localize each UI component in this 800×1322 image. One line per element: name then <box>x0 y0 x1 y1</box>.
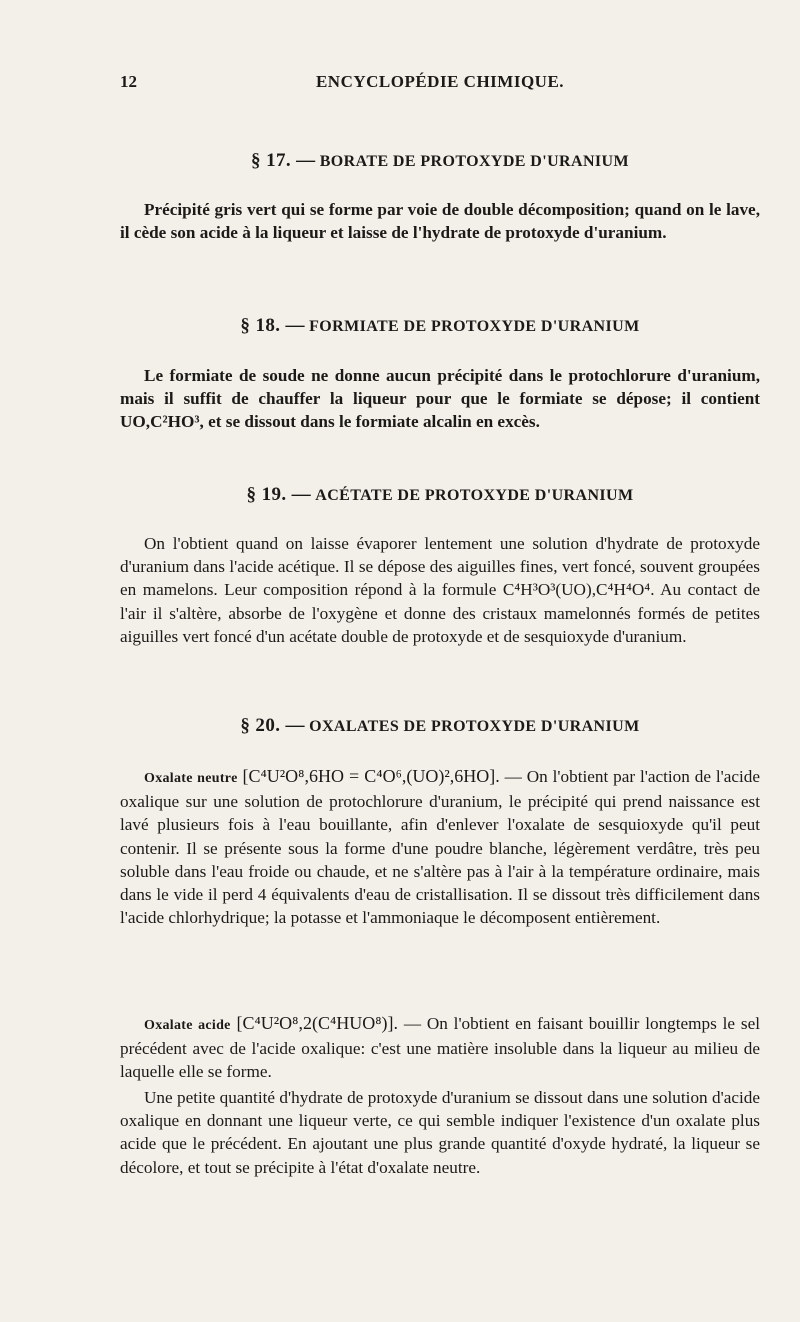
section-18-title: FORMIATE DE PROTOXYDE D'URANIUM <box>309 318 640 335</box>
section-18-heading <box>120 315 760 337</box>
oxalate-acid-paragraph <box>120 1012 760 1084</box>
final-paragraph: Une petite quantité d'hydrate de protoxyde d'uranium se dissout dans une solution d'acide oxalique en donnant une liqueur verte, ce qui semble indiquer l'existence d'un oxalate plus acide que le précédent. En ajoutant une plus grande quantité d'oxyde hydraté, la liqueur se décolore, et tout se précipite à l'état d'oxalate neutre. <box>120 1088 760 1177</box>
oxalate-neutral-paragraph <box>120 765 760 929</box>
section-17-title: BORATE DE PROTOXYDE D'URANIUM <box>319 153 629 170</box>
section-20-number: § 20. — <box>240 715 305 736</box>
oxalate-neutral-text: — On l'obtient par l'action de l'acide oxalique sur une solution de protochlorure d'uranium, le précipité qui prend naissance est lavé plusieurs fois à l'eau bouillante, afin d'enlever l'oxalate de sesquioxyde qu'il peut contenir. Il se présente sous la forme d'une poudre blanche, légèrement verdâtre, très peu soluble dans l'eau froide ou chaude, et ne s'altère pas à l'air à la température ordinaire, mais dans le vide il perd 4 équivalents d'eau de cristallisation. Il se dissout très difficilement dans l'acide chlorhydrique; la potasse et l'ammoniaque le décomposent entièrement. <box>120 767 761 928</box>
section-17-number: § 17. — <box>251 150 316 171</box>
section-18-paragraph: Le formiate de soude ne donne aucun précipité dans le protochlorure d'uranium, mais il suffit de chauffer la liqueur pour que le formiate se dépose; il contient UO,C²HO³, et se dissout dans le formiate alcalin en excès. <box>120 366 760 432</box>
oxalate-acid-formula: [C⁴U²O⁸,2(C⁴HUO⁸)]. <box>236 1013 398 1033</box>
page-number: 12 <box>120 72 137 91</box>
oxalate-neutral-label: Oxalate neutre <box>144 771 238 786</box>
oxalate-acid-text: — On l'obtient en faisant bouillir longtemps le sel précédent avec de l'acide oxalique: c'est une matière insoluble dans la liqueur au milieu de laquelle elle se forme. <box>120 1014 760 1082</box>
oxalate-neutral-formula: [C⁴U²O⁸,6HO = C⁴O⁶,(UO)²,6HO]. <box>242 766 500 786</box>
section-20-heading <box>120 715 760 737</box>
running-title: ENCYCLOPÉDIE CHIMIQUE. <box>315 72 565 91</box>
section-19-title: ACÉTATE DE PROTOXYDE D'URANIUM <box>315 487 634 504</box>
section-20-title: OXALATES DE PROTOXYDE D'URANIUM <box>309 718 640 735</box>
section-19-number: § 19. — <box>246 484 312 505</box>
section-19-heading <box>120 484 760 506</box>
page-header <box>120 72 760 96</box>
section-19-paragraph: On l'obtient quand on laisse évaporer lentement une solution d'hydrate de protoxyde d'uranium dans l'acide acétique. Il se dépose des aiguilles fines, vert foncé, souvent groupées en mamelons. Leur composition répond à la formule C⁴H³O³(UO),C⁴H⁴O⁴. Au contact de l'air il s'altère, absorbe de l'oxygène et donne des cristaux mamelonnés formés de petites aiguilles vert foncé d'un acétate double de protoxyde et de sesquioxyde d'uranium. <box>120 534 760 646</box>
section-17-paragraph: Précipité gris vert qui se forme par voie de double décomposition; quand on le lave, il cède son acide à la liqueur et laisse de l'hydrate de protoxyde d'uranium. <box>120 200 760 243</box>
section-18-number: § 18. — <box>240 315 305 336</box>
oxalate-acid-label: Oxalate acide <box>144 1018 231 1033</box>
section-17-heading <box>120 150 760 172</box>
